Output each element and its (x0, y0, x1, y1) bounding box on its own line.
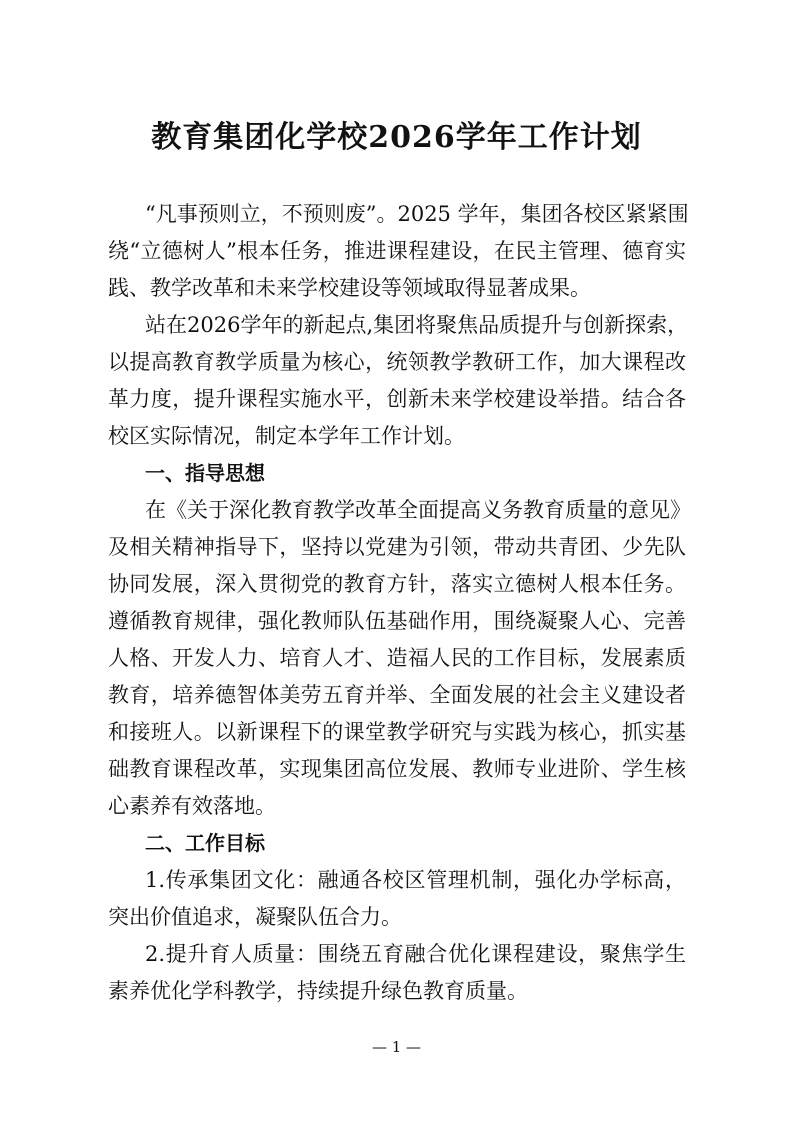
section-heading-guiding-ideology: 一、指导思想 (145, 461, 265, 485)
goal-item-2 (108, 936, 686, 1010)
text-line: 1.传承集团文化：融通各校区管理机制，强化办学标高， (145, 868, 686, 892)
text-line: “凡事预则立，不预则废”。2025 学年，集团各校区紧紧围 (145, 202, 689, 226)
section-heading-work-goals: 二、工作目标 (145, 831, 265, 855)
document-title: 教育集团化学校2026学年工作计划 (151, 120, 642, 155)
text-line: 及相关精神指导下，坚持以党建为引领，带动共青团、少先队 (108, 535, 686, 559)
text-line: 在《关于深化教育教学改革全面提高义务教育质量的意见》 (145, 498, 691, 522)
text-line: 以提高教育教学质量为核心，统领教学教研工作，加大课程改 (108, 350, 686, 374)
text-line: 2.提升育人质量：围绕五育融合优化课程建设，聚焦学生 (145, 942, 686, 966)
text-line: 协同发展，深入贯彻党的教育方针，落实立德树人根本任务。 (108, 572, 686, 596)
page-number: — 1 — (371, 1038, 422, 1056)
paragraph-intro (108, 196, 689, 307)
document-body (108, 196, 691, 1010)
text-line: 遵循教育规律，强化教师队伍基础作用，围绕凝聚人心、完善 (108, 609, 686, 633)
text-line: 革力度，提升课程实施水平，创新未来学校建设举措。结合各 (108, 387, 686, 411)
text-line: 心素养有效落地。 (108, 794, 276, 818)
text-line: 站在2026学年的新起点,集团将聚焦品质提升与创新探索， (145, 313, 689, 337)
text-line: 教育，培养德智体美劳五育并举、全面发展的社会主义建设者 (108, 683, 686, 707)
text-line: 素养优化学科教学，持续提升绿色教育质量。 (108, 979, 528, 1003)
text-line: 校区实际情况，制定本学年工作计划。 (108, 424, 465, 448)
text-line: 和接班人。以新课程下的课堂教学研究与实践为核心，抓实基 (108, 720, 686, 744)
text-line: 突出价值追求，凝聚队伍合力。 (108, 905, 402, 929)
goal-item-1 (108, 862, 686, 936)
text-line: 人格、开发人力、培育人才、造福人民的工作目标，发展素质 (108, 646, 686, 670)
paragraph-guiding-ideology (108, 492, 691, 825)
paragraph-overview (108, 307, 689, 455)
text-line: 践、教学改革和未来学校建设等领域取得显著成果。 (108, 276, 591, 300)
text-line: 绕“立德树人”根本任务，推进课程建设，在民主管理、德育实 (108, 239, 686, 263)
text-line: 础教育课程改革，实现集团高位发展、教师专业进阶、学生核 (108, 757, 686, 781)
